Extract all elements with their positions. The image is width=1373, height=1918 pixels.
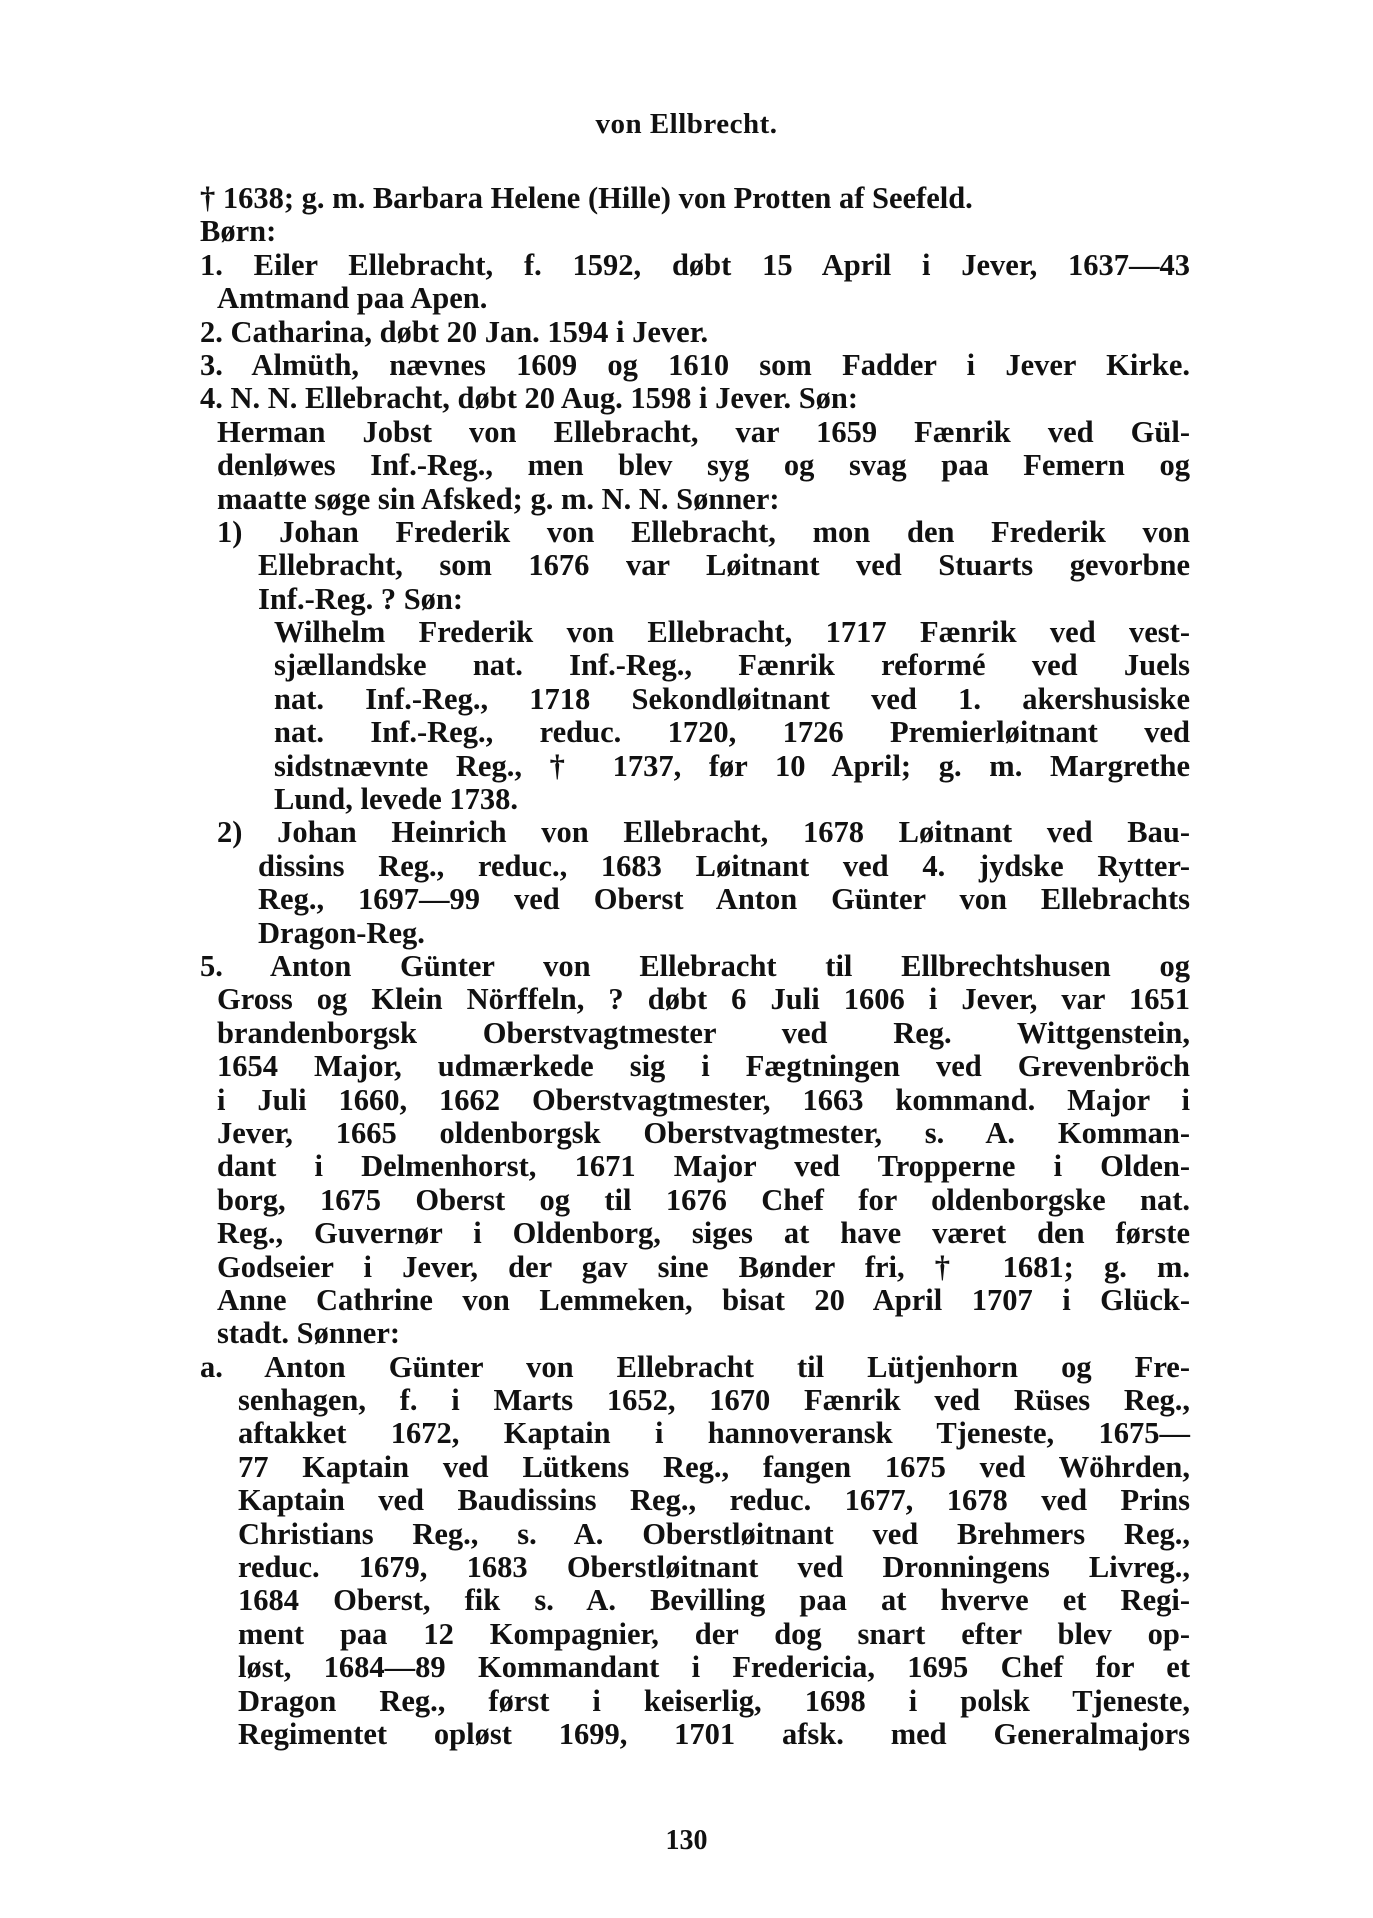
text-line: borg, 1675 Oberst og til 1676 Chef for oldenborgske nat.: [217, 1182, 1190, 1217]
text-line: a. Anton Günter von Ellebracht til Lütjenhorn og Fre-: [200, 1349, 1190, 1384]
text-line: løst, 1684—89 Kommandant i Fredericia, 1695 Chef for et: [238, 1650, 1190, 1685]
text-line: Ellebracht, som 1676 var Løitnant ved Stuarts gevorbne: [258, 548, 1190, 583]
text-line: brandenborgsk Oberstvagtmester ved Reg. Wittgenstein,: [217, 1015, 1190, 1050]
text-line: † 1638; g. m. Barbara Helene (Hille) von Protten af Seefeld.: [200, 181, 973, 215]
text-line: Herman Jobst von Ellebracht, var 1659 Fænrik ved Gül-: [217, 414, 1190, 449]
text-line: senhagen, f. i Marts 1652, 1670 Fænrik ved Rüses Reg.,: [238, 1383, 1190, 1418]
text-line: sjællandske nat. Inf.-Reg., Fænrik reformé ved Juels: [274, 648, 1190, 683]
text-line: Kaptain ved Baudissins Reg., reduc. 1677, 1678 ved Prins: [238, 1483, 1190, 1518]
text-line: 77 Kaptain ved Lütkens Reg., fangen 1675 ved Wöhrden,: [238, 1449, 1190, 1484]
text-line: reduc. 1679, 1683 Oberstløitnant ved Dronningens Livreg.,: [238, 1550, 1190, 1585]
text-line: nat. Inf.-Reg., 1718 Sekondløitnant ved 1. akershusiske: [274, 681, 1190, 716]
text-line: dissins Reg., reduc., 1683 Løitnant ved 4. jydske Rytter-: [258, 848, 1190, 883]
text-line: Gross og Klein Nörffeln, ? døbt 6 Juli 1606 i Jever, var 1651: [217, 982, 1190, 1017]
page-number: 130: [665, 1825, 708, 1856]
text-line: Dragon Reg., først i keiserlig, 1698 i polsk Tjeneste,: [238, 1683, 1190, 1718]
text-line: stadt. Sønner:: [217, 1316, 401, 1351]
text-line: Amtmand paa Apen.: [217, 281, 488, 316]
text-line: 1654 Major, udmærkede sig i Fægtningen ved Grevenbröch: [217, 1049, 1190, 1084]
text-line: 2) Johan Heinrich von Ellebracht, 1678 Løitnant ved Bau-: [217, 815, 1190, 850]
text-line: 1. Eiler Ellebracht, f. 1592, døbt 15 April i Jever, 1637—43: [200, 247, 1190, 282]
text-line: denløwes Inf.-Reg., men blev syg og svag paa Femern og: [217, 448, 1190, 483]
text-line: Inf.-Reg. ? Søn:: [258, 581, 464, 616]
text-line: aftakket 1672, Kaptain i hannoveransk Tjeneste, 1675—: [238, 1416, 1190, 1451]
text-line: Jever, 1665 oldenborgsk Oberstvagtmester, s. A. Komman-: [217, 1115, 1190, 1150]
genealogy-text: [200, 182, 1190, 1751]
text-line: 1684 Oberst, fik s. A. Bevilling paa at hverve et Regi-: [238, 1583, 1190, 1618]
text-line: sidstnævnte Reg., † 1737, før 10 April; g. m. Margrethe: [274, 748, 1190, 783]
text-line: Dragon-Reg.: [258, 915, 425, 950]
text-line: Wilhelm Frederik von Ellebracht, 1717 Fænrik ved vest-: [274, 615, 1190, 650]
text-line: 1) Johan Frederik von Ellebracht, mon den Frederik von: [217, 514, 1190, 549]
text-line: Børn:: [200, 214, 277, 249]
text-line: 5. Anton Günter von Ellebracht til Ellbrechtshusen og: [200, 948, 1190, 983]
text-line: Reg., 1697—99 ved Oberst Anton Günter von Ellebrachts: [258, 882, 1190, 917]
running-header: von Ellbrecht.: [595, 108, 778, 140]
text-line: nat. Inf.-Reg., reduc. 1720, 1726 Premierløitnant ved: [274, 715, 1190, 750]
text-line: dant i Delmenhorst, 1671 Major ved Tropperne i Olden-: [217, 1149, 1190, 1184]
text-line: Godseier i Jever, der gav sine Bønder fri, † 1681; g. m.: [217, 1249, 1190, 1284]
text-line: Anne Cathrine von Lemmeken, bisat 20 April 1707 i Glück-: [217, 1282, 1190, 1317]
text-line: maatte søge sin Afsked; g. m. N. N. Sønner:: [217, 481, 780, 516]
text-line: Regimentet opløst 1699, 1701 afsk. med Generalmajors: [238, 1716, 1190, 1751]
text-line: 4. N. N. Ellebracht, døbt 20 Aug. 1598 i Jever. Søn:: [200, 381, 859, 416]
text-line: ment paa 12 Kompagnier, der dog snart efter blev op-: [238, 1616, 1190, 1651]
text-line: Christians Reg., s. A. Oberstløitnant ved Brehmers Reg.,: [238, 1516, 1190, 1551]
text-line: 2. Catharina, døbt 20 Jan. 1594 i Jever.: [200, 314, 709, 349]
text-line: 3. Almüth, nævnes 1609 og 1610 som Fadder i Jever Kirke.: [200, 347, 1190, 382]
text-line: i Juli 1660, 1662 Oberstvagtmester, 1663 kommand. Major i: [217, 1082, 1190, 1117]
text-line: Lund, levede 1738.: [274, 782, 519, 817]
text-line: Reg., Guvernør i Oldenborg, siges at have været den første: [217, 1216, 1190, 1251]
